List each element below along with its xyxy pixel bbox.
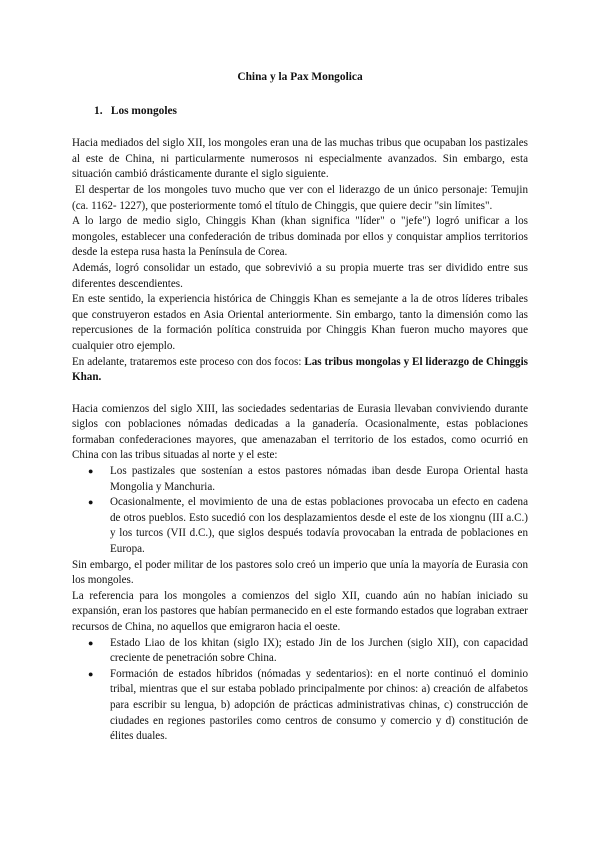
focus-bold: Las tribus mongolas y El liderazgo de Chinggis Khan. [72,355,528,384]
list-item [72,636,528,667]
paragraph-comparison: En este sentido, la experiencia histórica de Chinggis Khan es semejante a la de otros líderes tribales que construyeron estados en Asia Oriental anteriormente. Sin embargo, tanto la dimensión como las repercusiones de la formación política construida por Chinggis Khan fueron mucho mayores que cualquier otro ejemplo. [72,293,528,352]
bullet-icon: ● [88,497,94,508]
bullet-list-a [72,464,528,558]
section-heading-text: Los mongoles [110,104,177,117]
list-item-text: Los pastizales que sostenían a estos pastores nómadas iban desde Europa Oriental hasta Mongolia y Manchuria. [110,465,528,493]
paragraph-sedentary: Hacia comienzos del siglo XIII, las sociedades sedentarias de Eurasia llevaban conviviendo durante siglos con poblaciones nómadas dedicadas a la ganadería. Ocasionalmente, estas poblaciones formaban confederaciones mayores, que amenazaban el territorio de los estados, como ocurrió en China con las tribus situadas al norte y el este: [72,402,528,462]
paragraph-focus [72,355,528,386]
document-title: China y la Pax Mongolica [237,71,363,83]
spacer [72,386,528,402]
paragraph-intro: Hacia mediados del siglo XII, los mongoles eran una de las muchas tribus que ocupaban los pastizales al este de China, ni particularmente numerosos ni especialmente avanzados. Sin embargo, esta situación cambió drásticamente durante el siglo siguiente. [72,137,528,181]
list-item-text: Formación de estados híbridos (nómadas y sedentarios): en el norte continuó el dominio tribal, mientras que el sur estaba poblado principalmente por chinos: a) creación de alfabetos para escribir su lengua, b) adopción de prácticas administrativas chinas, c) construcción de ciudades en regiones pastoriles como centros de consumo y comercio y d) constitución de élites duales. [110,667,528,743]
bullet-list-b [72,636,528,745]
list-item [72,464,528,495]
paragraph-reference: La referencia para los mongoles a comienzos del siglo XII, cuando aún no habían iniciado su expansión, eran los pastores que habían permanecido en el este formando estados que lograban extraer recursos de China, no aquellos que emigraron hacia el oeste. [72,589,528,633]
paragraph-military: Sin embargo, el poder militar de los pastores solo creó un imperio que unía la mayoría de Eurasia con los mongoles. [72,558,528,587]
list-item [72,667,528,745]
paragraph-unification: A lo largo de medio siglo, Chinggis Khan (khan significa "líder" o "jefe") logró unificar a los mongoles, establecer una confederación de tribus dominada por ellos y conquistar amplios territorios desde la estepa rusa hasta la Península de Corea. [72,215,528,259]
document-page [72,70,528,745]
bullet-icon: ● [88,637,94,648]
bullet-icon: ● [88,668,94,679]
list-item-text: Ocasionalmente, el movimiento de una de estas poblaciones provocaba un efecto en cadena de otros pueblos. Esto sucedió con los desplazamientos desde el este de los xiongnu (III a.C.) y los turcos (VII d.C.), que siglos después todavía provocaban la entrada de poblaciones en Europa. [110,496,528,556]
bullet-icon: ● [88,466,94,477]
list-item [72,495,528,557]
paragraph-state: Además, logró consolidar un estado, que sobrevivió a su propia muerte tras ser dividido entre sus diferentes descendientes. [72,261,528,290]
focus-lead: En adelante, trataremos este proceso con dos focos: [72,355,305,368]
section-number: 1. [94,104,103,117]
section-heading [94,104,528,120]
paragraph-temujin: El despertar de los mongoles tuvo mucho que ver con el liderazgo de un único personaje: Temujin (ca. 1162- 1227), que posteriormente tomó el título de Chinggis, que quiere decir "sin límites". [72,183,528,212]
list-item-text: Estado Liao de los khitan (siglo IX); estado Jin de los Jurchen (siglo XII), con capacidad creciente de penetración sobre China. [110,636,528,665]
